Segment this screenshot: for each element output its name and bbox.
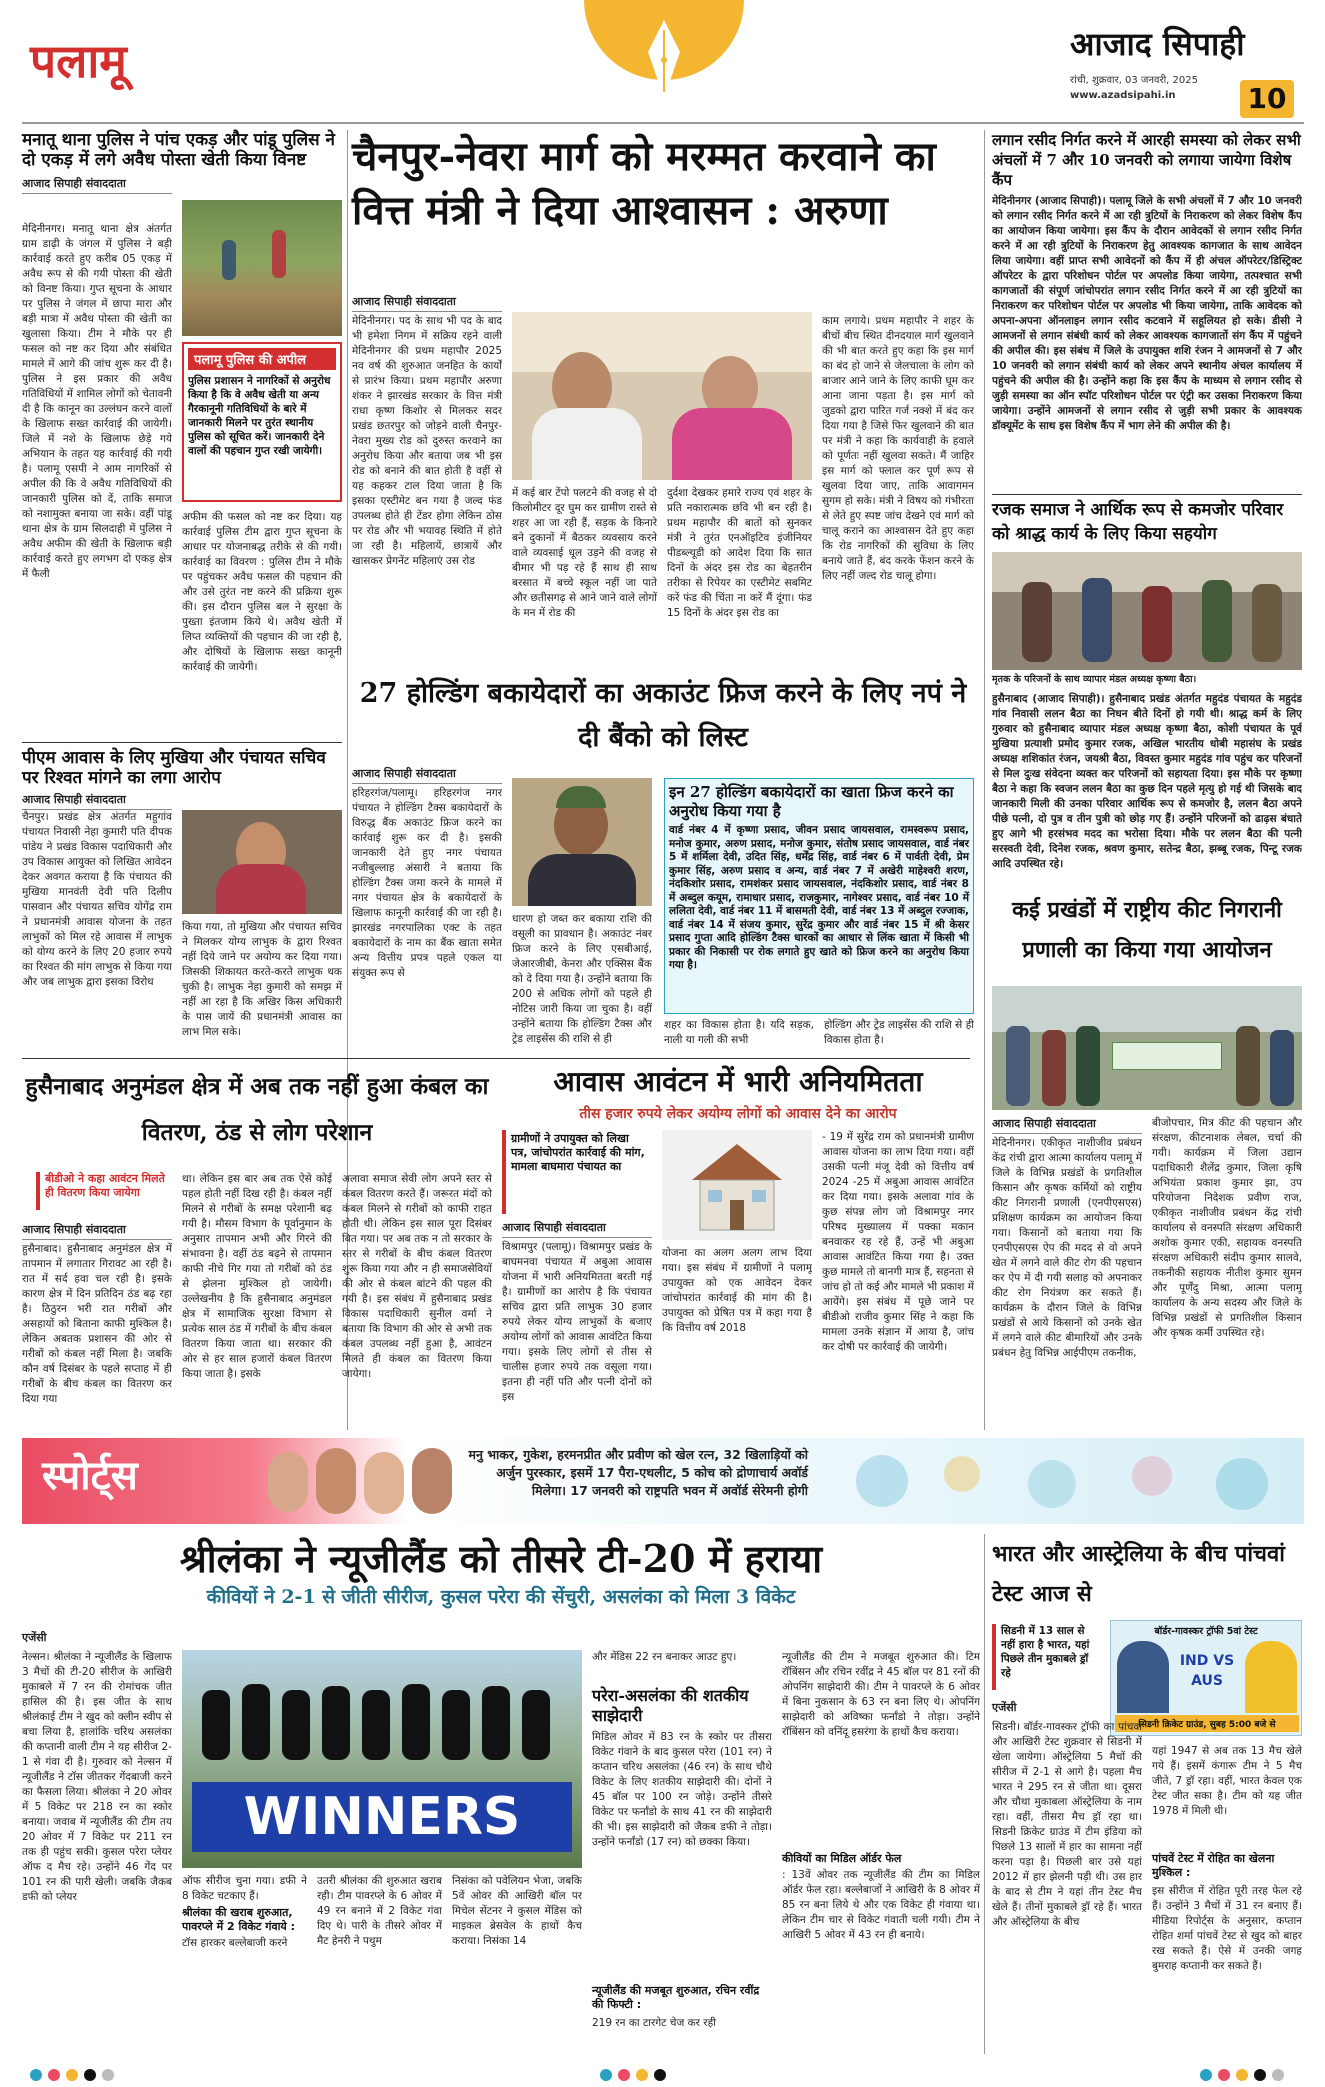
player-left-photo xyxy=(1117,1641,1169,1713)
srilanka-col2b: टॉस हारकर बल्लेबाजी करने xyxy=(182,1937,288,1949)
kit-col2: बीजोपचार, मित्र कीट की पहचान और संरक्षण, कीटनाशक लेबल, चर्चा की गयी। कार्यक्रम में जिला उद्यान पदाधिकारी शैलेंद्र कुमार, जिला कृषि अभियंता प्रकाश कुमार झा, उप परियोजना निदेशक प्रवीण राज, एकीकृत नाशीजीव प्रबंधन केंद्र रांची कार्यालय से वनस्पति संरक्षण अधिकारी अशोक कुमार एकी, सहायक वनस्पति संरक्षण अधिकारी संदीप कुमार सालवे, तकनीकी सहायक नीतीश कुमार सुमन और पूर्णेंदु मिश्रा, आत्मा पलामू कार्यालय के अन्य सदस्य और जिले के विभिन्न प्रखंडों से प्रगतिशील किसान और कृषक कर्मी उपस्थित रहे। xyxy=(1152,1117,1302,1339)
blanket-sidebar xyxy=(36,1172,172,1210)
awas-headline: आवास आवंटन में भारी अनियमितता xyxy=(553,1065,923,1098)
road-col3: दुर्दशा देखकर हमारे राज्य एवं शहर के प्रति नकारात्मक छवि भी बन रही है। प्रथम महापौर की बातों को सुनकर मंत्री ने तुरंत एनऑइटिव इंजीनियर पीडब्ल्यूडी को आदेश दिया कि सात दिनों के अंदर इस रोड का बेहतरीन तरीका से रिपेयर का एस्टीमेट सबमिट करें फंड की चिंता ना करें मैं दूंगा। फंड 15 दिनों के अंदर इस रोड का xyxy=(667,487,812,619)
appeal-text: पुलिस प्रशासन ने नागरिकों से अनुरोध किया है कि वे अवैध खेती या अन्य गैरकानूनी गतिविधियों के बारे में जानकारी मिलने पर तुरंत स्थानीय पुलिस को सूचित करें। जानकारी देने वालों की पहचान गुप्त रखी जायेगी। xyxy=(188,375,331,457)
holding-tail-2: होल्डिंग और ट्रेड लाइसेंस की राशि से ही विकास होता है। xyxy=(824,1019,974,1046)
lagan-body: मेदिनीनगर (आजाद सिपाही)। पलामू जिले के सभी अंचलों में 7 और 10 जनवरी को लगान रसीद निर्गत करने में आ रही त्रुटियों के निराकरण को लेकर विशेष कैंप का आयोजन किया जायेगा। इस कैंप के दौरान आवेदकों से लगान रसीद निर्गत करने में आ रही त्रुटियों के निराकरण हेतु आवश्यक कागजात के साथ आवेदन लिया जायेगा। वहीं प्राप्त सभी आवेदनों को कैंप में ही अंचल ऑपरेटर/डिस्ट्रिक्ट ऑपरेटर के द्वारा परिशोधन पोर्टल पर अपलोड किया जायेगा, तत्पश्चात सभी कागजातों की संपूर्ण जांचोपरांत लगान रसीद निर्गत करने में आ रही त्रुटियों का निराकरण कर परिशोधन पोर्टल पर अपलोड भी किया जायेगा, ताकि आवेदक को अपना-अपना ऑनलाइन लगान रसीद कटवाने में सहूलियत हो सके। डीसी ने आमजनों से लगान संबंधी कार्य को लेकर आवश्यक कागजातों संग कैंप में पहुंचने की अपील की। इस संबंध में जिले के उपायुक्त शशि रंजन ने आमजनों से 7 और 10 जनवरी को लगान संबंधी कार्य को लेकर अपने स्थानीय अंचल कार्यालय में पहुंचने की अपील की है। उन्होंने कहा कि इस कैंप के माध्यम से लगान रसीद से जुड़ी समस्या का ऑन स्पॉट परिशोधन पोर्टल पर एंट्री कर उसका निराकरण किया जायेगा। उन्होंने आमजनों से लगान रसीद से जुड़ी सभी प्रकार के आवश्यक डॉक्यूमेंट के साथ इस विशेष कैंप में भाग लेने की अपील की है। xyxy=(992,195,1302,432)
road-headline: चैनपुर-नेवरा मार्ग को मरम्मत करवाने का वित्त मंत्री ने दिया आश्वासन : अरुणा xyxy=(352,133,936,234)
pm-byline: आजाद सिपाही संवाददाता xyxy=(22,792,172,810)
srilanka-col3: उतरी श्रीलंका की शुरुआत खराब रही। टीम पावरप्ले के 6 ओवर में 49 रन बनाने में 2 विकेट गंवा दिए थे। पारी के तीसरे ओवर में मैट हेनरी ने पथुम xyxy=(317,1875,442,1947)
story-bgt xyxy=(992,1534,1302,2060)
sports-label: स्पोर्ट्स xyxy=(42,1452,138,1499)
blanket-byline: आजाद सिपाही संवाददाता xyxy=(22,1222,172,1240)
rajak-photo xyxy=(992,552,1302,670)
kit-photo xyxy=(992,986,1302,1110)
rule-blanket-top xyxy=(22,1058,970,1059)
website: www.azadsipahi.in xyxy=(1070,90,1176,101)
appeal-title: पलामू पुलिस की अपील xyxy=(188,348,336,370)
story-awas xyxy=(502,1064,974,1432)
awas-callout-text: ग्रामीणों ने उपायुक्त को लिखा पत्र, जांचोपरांत कार्रवाई की मांग, मामला बाघमारा पंचायत का xyxy=(511,1132,645,1173)
bgt-col2: यहां 1947 से अब तक 13 मैच खेले गये हैं। इसमें कंगारू टीम ने 5 मैच जीते, 7 ड्रॉ रहा। वहीं, भारत केवल एक टेस्ट जीत सका है। टीम को यह जीत 1978 में मिली थी। xyxy=(1152,1745,1302,1817)
poppy-body-1: मेदिनीनगर। मनातू थाना क्षेत्र अंतर्गत ग्राम डाढ़ी के जंगल में पुलिस ने बड़ी कार्रवाई करते हुए करीब 05 एकड़ में अवैध रूप से की गयी पोस्ता की खेती को विनष्ट किया। गुप्त सूचना के आधार पर पुलिस ने जंगल में छापा मारा और बड़ी मात्रा में अवैध पोस्ता की खेती का खुलासा किया। टीम ने मौके पर ही फसल को नष्ट कर दिया और संबंधित मामले में आगे की जांच शुरू कर दी है। पुलिस ने इस प्रकार की अवैध गतिविधियों में शामिल लोगों को चेतावनी दी है कि कानून का उल्लंघन करने वालों के खिलाफ सख्त कार्रवाई की जायेगी। जिले में नशे के खिलाफ छेड़े गये अभियान के तहत यह कार्रवाई की गयी है। पलामू एसपी ने आम नागरिकों से अपील की कि वे अवैध गतिविधियों की जानकारी पुलिस को दें, ताकि समाज को नशामुक्त बनाया जा सके। वहीं पांडू थाना क्षेत्र के ग्राम सिलदाही में पुलिस ने अवैध अफीम की खेती के खिलाफ बड़ी कार्रवाई करते हुए लगभग दो एकड़ क्षेत्र में फैली xyxy=(22,223,172,580)
rajak-body: हुसैनाबाद (आजाद सिपाही)। हुसैनाबाद प्रखंड अंतर्गत महुदंड पंचायत के महुदंड गांव निवासी ललन बैठा का निधन बीते दिनों हो गयी थी। श्राद्ध कर्म के लिए गुरुवार को हुसैनाबाद व्यापार मंडल अध्यक्ष कृष्णा बैठा, कोशी पंचायत के पूर्व मुखिया प्रत्याशी प्रमोद कुमार रजक, अखिल भारतीय धोबी महासंघ के प्रखंड अध्यक्ष शशिकांत रंजन, जयश्री बैठा, विवस्त कुमार महुदंड गांव पहुंच कर परिजनों से मिल दुःख संवेदना व्यक्त कर परिजनों को सहायता दिया। इस मौके पर कृष्णा बैठा ने कहा कि स्वजन ललन बैठा का कुछ दिन पहले मृत्यु हो गई थी जिसके बाद जानकारी मिली की उनका परिवार आर्थिक रूप से कमजोर है, ललन बैठा अपने पीछे पत्नी, दो पुत्र व तीन पुत्री को छोड़ गए हैं। उन्होंने परिजनों को ढाढ़स बंधाते हुए आगे भी हरसंभव मदद का भरोसा दिया। मौके पर ललन बैठा की पत्नी सरस्वती देवी, दिनेश रजक, श्रवण कुमार, सतेन्द्र बैठा, झब्बू रजक, पिन्टू रजक आदि उपस्थित रहे। xyxy=(992,693,1302,870)
poppy-body-2: अफीम की फसल को नष्ट कर दिया। यह कार्रवाई पुलिस टीम द्वारा गुप्त सूचना के आधार पर योजनाबद्ध तरीके से की गयी। कार्रवाई का विवरण : पुलिस टीम ने मौके पर पहुंचकर अवैध फसल की पहचान की और उसे तुरंत नष्ट करने की प्रक्रिया शुरू की। इस दौरान पुलिस बल ने सुरक्षा के पुख्ता इंतजाम किये थे। अवैध खेती में लिप्त व्यक्तियों की पहचान की जा रही है, और दोषियों के खिलाफ सख्त कानूनी कार्रवाई की जायेगी। xyxy=(182,511,342,673)
road-col2: में कई बार टेंपो पलटने की वजह से दो किलोमीटर दूर घुम कर ग्रामीण रास्ते से शहर आ जा रही हैं, सड़क के किनारे बने दुकानों में बैठकर व्यवसाय करने वाले व्यवसाई धूल उड़ने की वजह से बीमार भी पड़ रहे हैं साथ ही साथ बरसात में बच्चे स्कूल नहीं जा पाते और छतीसगढ़ से आने जाने वाले लोगों के मन में रोड की xyxy=(512,487,657,619)
srilanka-col6b: : 13वें ओवर तक न्यूजीलैंड की टीम का मिडिल ऑर्डर फेल रहा। बल्लेबाजों ने आखिरी के 8 ओवर में 85 रन बना लिये थे और एक विकेट ही गंवाया था। लेकिन टीम चार से विकेट गंवाती चली गयी। टीम ने आखिरी 5 ओवर में 43 रन ही बनाये। xyxy=(782,1869,980,1941)
bgt-col2b: इस सीरीज में रोहित पूरी तरह फेल रहे हैं। उन्होंने 3 मैचों में 31 रन बनाए हैं। मीडिया रिपोर्ट्स के अनुसार, कप्तान रोहित शर्मा पांचवें टेस्ट से खुद को बाहर रख सकते हैं। ऐसे में उनकी जगह बुमराह कप्तानी कर सकते हैं। xyxy=(1152,1885,1302,1972)
winners-banner: WINNERS xyxy=(192,1782,572,1852)
blanket-col2: था। लेकिन इस बार अब तक ऐसे कोई पहल होती नहीं दिख रही है। कंबल नहीं मिलने से गरीबों के समक्ष परेशानी बढ़ गयी है। मौसम विभाग के पूर्वानुमान के अनुसार तापमान अभी और गिरने की संभावना है। वहीं ठंड बढ़ने से तापमान काफी नीचे गिर गया तो गरीबों को ठंड से झेलना मुश्किल हो जायेगी। उल्लेखनीय है कि हुसैनाबाद अनुमंडल क्षेत्र में सामाजिक सुरक्षा विभाग से प्रत्येक साल ठंड में गरीबों के बीच कंबल वितरण किया जाता था। सरकार की ओर से हर साल हजारों कंबल वितरण किया जाता है। इसके xyxy=(182,1173,332,1380)
awas-col1: विश्रामपुर (पलामू)। विश्रामपुर प्रखंड के बाघमनवा पंचायत में अबुआ आवास योजना में भारी अनियमितता बरती गई है। ग्रामीणों का आरोप है कि पंचायत सचिव द्वारा प्रति लाभुक 30 हजार रुपये लेकर योग्य लाभुकों के बजाए अयोग्य लोगों को आवास आवंटित किया गया। इसके लिए लोगों से तीस से चालीस हजार रुपये तक वसूला गया। इतना ही नहीं पति और पत्नी दोनों को इस xyxy=(502,1241,652,1403)
awas-callout xyxy=(502,1130,652,1214)
awas-byline: आजाद सिपाही संवाददाता xyxy=(502,1220,652,1238)
section-title: पलामू xyxy=(30,34,127,88)
lagan-headline: लगान रसीद निर्गत करने में आरही समस्या को लेकर सभी अंचलों में 7 और 10 जनवरी को लगाया जायेगा विशेष कैंप xyxy=(992,131,1301,189)
bgt-badge-title: बॉर्डर-गावस्कर ट्रॉफी 5वां टेस्ट xyxy=(1154,1626,1258,1637)
sports-banner-text: मनु भाकर, गुकेश, हरमनप्रीत और प्रवीण को खेल रत्न, 32 खिलाड़ियों को अर्जुन पुरस्कार, इसमें 17 पैरा-एथलीट, 5 कोच को द्रोणाचार्य अवॉर्ड मिलेगा। 17 जनवरी को राष्ट्रपति भवन में अवॉर्ड सेरेमनी होगी xyxy=(468,1447,808,1498)
bgt-col2-head: पांचवें टेस्ट में रोहित का खेलना मुश्किल : xyxy=(1152,1852,1275,1879)
kit-headline: कई प्रखंडों में राष्ट्रीय कीट निगरानी प्रणाली का किया गया आयोजन xyxy=(1012,897,1282,963)
holding-headline: 27 होल्डिंग बकायेदारों का अकाउंट फ्रिज करने के लिए नपं ने दी बैंको को लिस्ट xyxy=(359,678,967,753)
holding-col2: धारण हो जब्त कर बकाया राशि की वसूली का प्रावधान है। अकाउंट नंबर फ्रिज करने के लिए एसबीआई, जेआरजीबी, केनरा और एक्सिस बैंक को दे दिया गया है। उन्होंने बताया कि 200 से अधिक लोगों को पहले ही नोटिस जारी किया जा चुका है। वहीं उन्होंने बताया कि होल्डिंग टैक्स और ट्रेड लाइसेंस की राशि से ही xyxy=(512,913,652,1045)
house-icon xyxy=(662,1130,812,1240)
story-rajak xyxy=(992,498,1302,878)
poppy-headline: मनातू थाना पुलिस ने पांच एकड़ और पांडू पुलिस ने दो एकड़ में लगे अवैध पोस्ता खेती किया विनष्ट xyxy=(22,130,335,171)
blanket-col1: हुसैनाबाद। हुसैनाबाद अनुमंडल क्षेत्र में तापमान में लगातार गिरावट आ रही है। रात में सर्द हवा चल रही है। इसके कारण क्षेत्र में दिन प्रतिदिन ठंड बढ़ रहा है। ठिठुरन भरी रात गरीबों और असहायों को बिताना काफी मुश्किल है। लेकिन अबतक प्रशासन की ओर से गरीबों को कंबल नहीं मिला है। जबकि कौन वर्ष दिसंबर के पहले सप्ताह में ही गरीबों के बीच कंबल का वितरण कर दिया गया xyxy=(22,1243,172,1405)
pm-col2: किया गया, तो मुखिया और पंचायत सचिव ने मिलकर योग्य लाभुक के द्वारा रिश्वत नहीं दिये जाने पर अयोग्य कर दिया गया। जिसकी शिकायत करते-करते लाभुक थक चुकी है। लाभुक नेहा कुमारी को समझ में नहीं आ रहा है कि अखिर किस अधिकारी के पास जायें की प्रधानमंत्री आवास का लाभ मिल सके। xyxy=(182,921,342,1038)
holding-photo xyxy=(512,778,652,906)
color-registration-bar-left xyxy=(30,2066,120,2085)
paper-name: आजाद सिपाही xyxy=(1070,25,1245,63)
srilanka-col5-head: परेरा-असलंका की शतकीय साझेदारी xyxy=(592,1686,749,1725)
color-registration-bar-center xyxy=(600,2066,672,2085)
page-number: 10 xyxy=(1240,80,1294,118)
srilanka-col5-head2: न्यूजीलैंड की मजबूत शुरुआत, रचिन रवींद्र की फिफ्टी : xyxy=(592,1984,760,2011)
story-road xyxy=(352,130,974,670)
awas-col3: - 19 में सुरेंद्र राम को प्रधानमंत्री ग्रामीण आवास योजना का लाभ दिया गया। वहीं उसकी पत्नी मंजू देवी को वित्तीय वर्ष 2024 -25 में अबुआ आवास आवंटित कर दिया गया। इसके अलावा गांव के कुछ संपन्न लोग जो विश्रामपुर नगर परिषद मुख्यालय में पक्का मकान बनवाकर रह रहे हैं, उन्हें भी अबुआ आवास आवंटित किया गया है। उक्त कुछ मामले तो बानगी मात्र हैं, सहनता से जांच हो तो कई और मामले भी प्रकाश में आयेंगे। इस संबंध में पूछे जाने पर बीडीओ राजीव कुमार सिंह ने कहा कि मामला उनके संज्ञान में आया है, जांच कर दोषी पर कार्रवाई की जायेगी। xyxy=(822,1131,974,1353)
masthead-rule xyxy=(22,122,1304,124)
srilanka-col5-top: और मेंडिस 22 रन बनाकर आउट हुए। xyxy=(592,1651,737,1663)
srilanka-team-photo xyxy=(182,1650,582,1868)
road-photo xyxy=(512,312,812,480)
poppy-appeal-box xyxy=(182,342,342,502)
holding-col1: हरिहरगंज/पलामू। हरिहरगंज नगर पंचायत ने होल्डिंग टैक्स बकायेदारों के विरुद्ध बैंक अकाउंट फ्रिज करने का कार्रवाई शुरू कर दी है। इसकी जानकारी देते हुए नगर पंचायत नजीबुल्लाह अंसारी ने बताया कि होल्डिंग टैक्स जमा करने के मामले में नगर पंचायत क्षेत्र के बकायेदारों के खिलाफ कानूनी कार्रवाई की जा रही है। झारखंड नगरपालिका एक्ट के तहत बकायेदारों के नाम का बैंक खाता समेत अन्य वित्तीय प्रपत्र पहले एकल या संयुक्त रूप से xyxy=(352,787,502,979)
sun-logo xyxy=(578,0,750,118)
holding-box-title: इन 27 होल्डिंग बकायेदारों का खाता फ्रिज करने का अनुरोध किया गया है xyxy=(669,783,954,820)
dateline: रांची, शुक्रवार, 03 जनवरी, 2025 xyxy=(1070,75,1198,86)
pm-headline: पीएम आवास के लिए मुखिया और पंचायत सचिव पर रिश्वत मांगने का लगा आरोप xyxy=(22,748,326,789)
bgt-headline: भारत और आस्ट्रेलिया के बीच पांचवां टेस्ट आज से xyxy=(992,1541,1285,1607)
blanket-col3: अलावा समाज सेवी लोग अपने स्तर से कंबल वितरण करते हैं। जरूरत मंदों को कंबल मिलने से गरीबों को काफी राहत होती थी। लेकिन इस साल पूरा दिसंबर बित गया। पर अब तक न तो सरकार के स्तर से गरीबों के बीच कंबल वितरण शुरू किया गया और न ही समाजसेवियों की ओर से कंबल बांटने की पहल की गयी है। इस संबंध में हुसैनाबाद प्रखंड विकास पदाधिकारी सुनील वर्मा ने बताया कि विभाग की ओर से अभी तक कंबल उपलब्ध नहीं हुआ है, आवंटन मिलते ही कंबल का वितरण किया जायेगा। xyxy=(342,1173,492,1380)
srilanka-col4: निसंका को पवेलियन भेजा, जबकि 5वें ओवर की आखिरी बॉल पर मिचेल सेंटनर ने कुसल मेंडिस को माइकल ब्रेसवेल के हाथों कैच कराया। निसंका 14 xyxy=(452,1875,582,1947)
srilanka-subhead: कीवियों ने 2-1 से जीती सीरीज, कुसल परेरा की सेंचुरी, असलंका को मिला 3 विकेट xyxy=(206,1586,796,1608)
holding-tail-1: शहर का विकास होता है। यदि सड़क, नाली या गली की सभी xyxy=(664,1019,814,1046)
color-registration-bar-right xyxy=(1200,2066,1290,2085)
rule-v-right xyxy=(984,130,985,1430)
srilanka-col2-subhead: श्रीलंका की खराब शुरुआत, पावरप्ले में 2 विकेट गंवाये : xyxy=(182,1906,296,1933)
story-lagan xyxy=(992,130,1302,490)
awas-col2: योजना का अलग अलग लाभ दिया गया। इस संबंध में ग्रामीणों ने पलामू उपायुक्त को एक आवेदन देकर जांचोपरांत कार्रवाई की मांग की है। उपायुक्त को प्रेषित पत्र में कहा गया है कि वित्तीय वर्ष 2018 xyxy=(662,1247,812,1334)
srilanka-col6-head: कीवियों का मिडिल ऑर्डर फेल xyxy=(782,1852,902,1865)
pm-col1: चैनपुर। प्रखंड क्षेत्र अंतर्गत महुगांव पंचायत निवासी नेहा कुमारी पति दीपक पांडेय ने प्रखंड विकास पदाधिकारी और उप विकास आयुक्त को लिखित आवेदन देकर अवगत कराया है कि पंचायत की मुखिया मानवंती देवी पति दिलीप पासवान और पंचायत सचिव योगेंद्र राम ने प्रधानमंत्री आवास योजना के तहत लाभुकों को मिल रहे आवास में लाभुक को योग्य करने के लिए 20 हजार रुपये का रिश्वत की मांग लाभुक से किया गया और जब लाभुक द्वारा इसका विरोध xyxy=(22,811,172,988)
story-srilanka xyxy=(22,1534,980,2060)
blanket-sidebar-text: बीडीओ ने कहा आवंटन मिलते ही वितरण किया जायेगा xyxy=(45,1172,165,1199)
bgt-badge-venue: सिडनी क्रिकेट ग्राउंड, सुबह 5:00 बजे से xyxy=(1115,1715,1299,1732)
rule-v-sports xyxy=(984,1534,985,2054)
srilanka-col5b: 219 रन का टारगेट चेज कर रही xyxy=(592,2017,716,2029)
rajak-headline: रजक समाज ने आर्थिक रूप से कमजोर परिवार को श्राद्ध कार्य के लिए किया सहयोग xyxy=(992,500,1284,544)
srilanka-col1: नेल्सन। श्रीलंका ने न्यूजीलैंड के खिलाफ 3 मैचों की टी-20 सीरीज के आखिरी मुकाबले में 7 रन की रोमांचक जीत हासिल की है। इस जीत के साथ श्रीलंकाई टीम ने खुद को क्लीन स्वीप से बचा लिया है, हालांकि चरिथ असलंका की कप्तानी वाली टीम ने यह सीरीज 2-1 से गंवा दी है। गुरुवार को नेल्सन में न्यूजीलैंड ने टॉस जीतकर गेंदबाजी करने का फैसला लिया। श्रीलंका ने 20 ओवर में 5 विकेट पर 218 रन का स्कोर बनाया। जवाब में न्यूजीलैंड की टीम तय 20 ओवर में 7 विकेट पर 211 रन तक ही पहुंच सकी। कुसल परेरा प्लेयर ऑफ द मैच रहे। उन्होंने 46 गेंद पर 101 रन की पारी खेली। जबकि जैकब डफी को प्लेयर xyxy=(22,1651,172,1903)
srilanka-col6: न्यूजीलैंड की टीम ने मजबूत शुरुआत की। टिम रॉबिंसन और रचिन रवींद्र ने 45 बॉल पर 81 रनों की ओपनिंग साझेदारी की। टीम ने पावरप्ले के 6 ओवर में बिना नुकसान के 63 रन बना लिए थे। ओपनिंग साझेदारी को अविष्का फर्नांडो ने तोड़ा। उन्होंने रॉबिंसन को वनिंदू हसरंगा के हाथों कैच कराया। xyxy=(782,1651,980,1738)
bgt-col1: सिडनी। बॉर्डर-गावस्कर ट्रॉफी का पांचवां और आखिरी टेस्ट शुक्रवार से सिडनी में खेला जायेगा। ऑस्ट्रेलिया 5 मैचों की सीरीज में 2-1 से आगे है। पहला मैच भारत ने 295 रन से जीता था। दूसरा और चौथा मुकाबला ऑस्ट्रेलिया के नाम रहा। वहीं, तीसरा मैच ड्रॉ रहा था। सिडनी क्रिकेट ग्राउंड में टीम इंडिया को पिछले 13 सालों में हार का सामना नहीं करना पड़ा है। पिछली बार उसे यहां 2012 में हार झेलनी पड़ी थी। उस हार के बाद से टीम ने यहां तीन टेस्ट मैच खेले हैं। तीनों मुकाबले ड्रॉ रहे हैं। भारत और ऑस्ट्रेलिया के बीच xyxy=(992,1721,1142,1928)
story-holding xyxy=(352,672,974,1052)
rule-rajak-top xyxy=(992,494,1302,495)
holding-byline: आजाद सिपाही संवाददाता xyxy=(352,766,502,784)
bgt-badge xyxy=(1110,1620,1302,1736)
blanket-headline: हुसैनाबाद अनुमंडल क्षेत्र में अब तक नहीं हुआ कंबल का वितरण, ठंड से लोग परेशान xyxy=(25,1073,489,1146)
srilanka-headline: श्रीलंका ने न्यूजीलैंड को तीसरे टी-20 में हराया xyxy=(179,1536,823,1581)
player-right-photo xyxy=(1245,1641,1297,1713)
story-blanket xyxy=(22,1064,492,1432)
awas-subhead: तीस हजार रुपये लेकर अयोग्य लोगों को आवास देने का आरोप xyxy=(579,1106,897,1122)
rule-pm-top xyxy=(22,742,342,743)
pm-photo xyxy=(182,810,342,914)
kit-col1: मेदिनीनगर। एकीकृत नाशीजीव प्रबंधन केंद्र रांची द्वारा आत्मा कार्यालय पलामू में जिले के विभिन्न प्रखंडों के प्रगतिशील किसान और कृषक कर्मियों को राष्ट्रीय कीट निगरानी प्रणाली (एनपीएसएस) प्रशिक्षण कार्यक्रम का आयोजन किया गया। किसानों को बताया गया कि एनपीएसएस ऐप की मदद से वो अपने खेत में लगने वाले कीट रोग की पहचान कर ऐप में दी गयी सलाह को अपनाकर कीट रोग नियंत्रण कर सकते हैं। कार्यक्रम के दौरान जिले के विभिन्न प्रखंडों से आये किसानों को उनके खेत में लगने वाले कीट बीमारियों और उनके प्रबंधन हेतु विभिन्न आईपीएम तकनीक, xyxy=(992,1137,1142,1359)
rajak-caption: मृतक के परिजनों के साथ व्यापार मंडल अध्यक्ष कृष्णा बैठा। xyxy=(992,674,1197,685)
sports-banner-photos xyxy=(268,1442,458,1520)
bgt-sidebar-text: सिडनी में 13 साल से नहीं हारा है भारत, यहां पिछले तीन मुकाबले ड्रॉ रहे xyxy=(1001,1625,1090,1679)
srilanka-byline: एजेंसी xyxy=(22,1631,47,1644)
story-poppy xyxy=(22,130,342,770)
bgt-byline: एजेंसी xyxy=(992,1701,1017,1714)
bgt-badge-teams: IND VS AUS xyxy=(1179,1653,1235,1689)
bgt-sidebar xyxy=(992,1624,1098,1690)
house-photo xyxy=(662,1130,812,1240)
poppy-photo xyxy=(182,200,342,336)
poppy-byline: आजाद सिपाही संवाददाता xyxy=(22,176,172,194)
masthead xyxy=(0,0,1325,128)
sports-banner-art xyxy=(822,1444,1292,1518)
holding-box-text: वार्ड नंबर 4 में कृष्णा प्रसाद, जीवन प्रसाद जायसवाल, रामस्वरूप प्रसाद, मनोज कुमार, अरुण प्रसाद, मनोज कुमार, संतोष प्रसाद जायसवाल, वार्ड नंबर 5 में शर्मिला देवी, उदित सिंह, धर्मेंद्र सिंह, वार्ड नंबर 6 में पार्वती देवी, प्रेम कुमार सिंह, अरुण प्रसाद व अन्य, वार्ड नंबर 7 में अखेरी माहेश्वरी शरण, नंदकिशोर प्रसाद, रामशंकर प्रसाद जायसवाल, नंदकिशोर प्रसाद, वार्ड नंबर 8 में अब्दुल कयूम, रामाधार प्रसाद, राजकुमार, नागेश्वर प्रसाद, वार्ड नंबर 10 में ललिता देवी, वार्ड नंबर 11 में बासमती देवी, वार्ड नंबर 13 में अब्दुल रज्जाक, वार्ड नंबर 14 में संजय कुमार, सुरेंद्र कुमार और वार्ड नंबर 15 में श्री केसर प्रसाद गुप्ता आदि होल्डिंग टैक्स धारकों का आधार से लिंक खाता में किसी भी प्रकार की निकासी पर रोक लगाते हुए खाते को फ्रिज करने का अनुरोध किया गया है। xyxy=(669,824,969,971)
road-byline: आजाद सिपाही संवाददाता xyxy=(352,294,502,312)
sports-banner xyxy=(22,1438,1304,1524)
story-kit xyxy=(992,890,1302,1430)
road-col4: काम लगाये। प्रथम महापौर ने शहर के बीचों बीच स्थित दीनदयाल मार्ग खुलवाने की भी बात करते हुए कहा कि इस मार्ग का बंद हो जाने से जेलचाला के लोग को बाजार आने जाने के लिए काफी घूम कर आना जाना पड़ता है। इस मार्ग को जुडको द्वारा पारित गर्ज नक्शे में बंद कर दिया गया है जिसे फिर खुलवाने की बात पर मंत्री ने कहा कि कार्यवाही के हवाले को पूर्णतः नहीं खुलवा सकते। मैं जाहिर इस मार्ग को फ्लाल कर पूर्ण रूप से खुलवा दिया जाए, ताकि आवागमन सुगम हो सके। मंत्री ने विषय को गंभीरता से लेते हुए स्पष्ट जांच देखने एवं मार्ग को चालू कराने का आश्वासन देते हुए कहा कि रोड नागरिकों की सुविधा के लिए बनाये जाते हैं, बंद करके फेंशन करने के लिए नहीं जल्द रोड चालू होगा। xyxy=(822,315,974,582)
road-col1: मेदिनीनगर। पद के साथ भी पद के बाद भी हमेशा निगम में सक्रिय रहने वाली मेदिनीनगर की प्रथम महापौर 2025 नव वर्ष की शुरुआत जनहित के कार्यों से प्रारंभ किया। प्रथम महापौर अरुणा शंकर ने झारखंड सरकार के वित्त मंत्री राधा कृष्ण किशोर से मिलकर सदर प्रखंड छतरपुर को जोड़ने वाली चैनपुर-नेवरा मुख्य रोड को दुरुस्त करवाने का अनुरोध किया और बताया जब भी इस रोड को बनाने की बात होती है वहीं से यह कहकर टाल दिया जाता है कि इसका एस्टीमेट बन गया है जल्द फंड उपलब्ध होते ही टेंडर होगा लेकिन ठोस पर रोड और भी भयावह स्थिति में होते जा रही है। महिलायें, छात्रायें और खासकर प्रेगनेंट महिलाएं उस रोड xyxy=(352,315,502,567)
srilanka-col5: मिडिल ओवर में 83 रन के स्कोर पर तीसरा विकेट गंवाने के बाद कुसल परेरा (101 रन) ने कप्तान चरिथ असलंका (46 रन) के साथ चौथे विकेट के लिए शतकीय साझेदारी की। दोनों ने 45 बॉल पर 100 रन जोड़े। उन्होंने तीसरे विकेट पर फर्नांडो के साथ 41 रन की साझेदारी की भी। इस साझेदारी को जैकब डफी ने तोड़ा। उन्होंने फर्नांडो (17 रन) को छक्का किया। xyxy=(592,1731,772,1848)
holding-list-box xyxy=(664,778,974,1014)
kit-byline: आजाद सिपाही संवाददाता xyxy=(992,1116,1142,1134)
srilanka-col2a: ऑफ सीरीज चुना गया। डफी ने 8 विकेट चटकाए हैं। xyxy=(182,1875,307,1902)
story-pm xyxy=(22,748,342,1050)
